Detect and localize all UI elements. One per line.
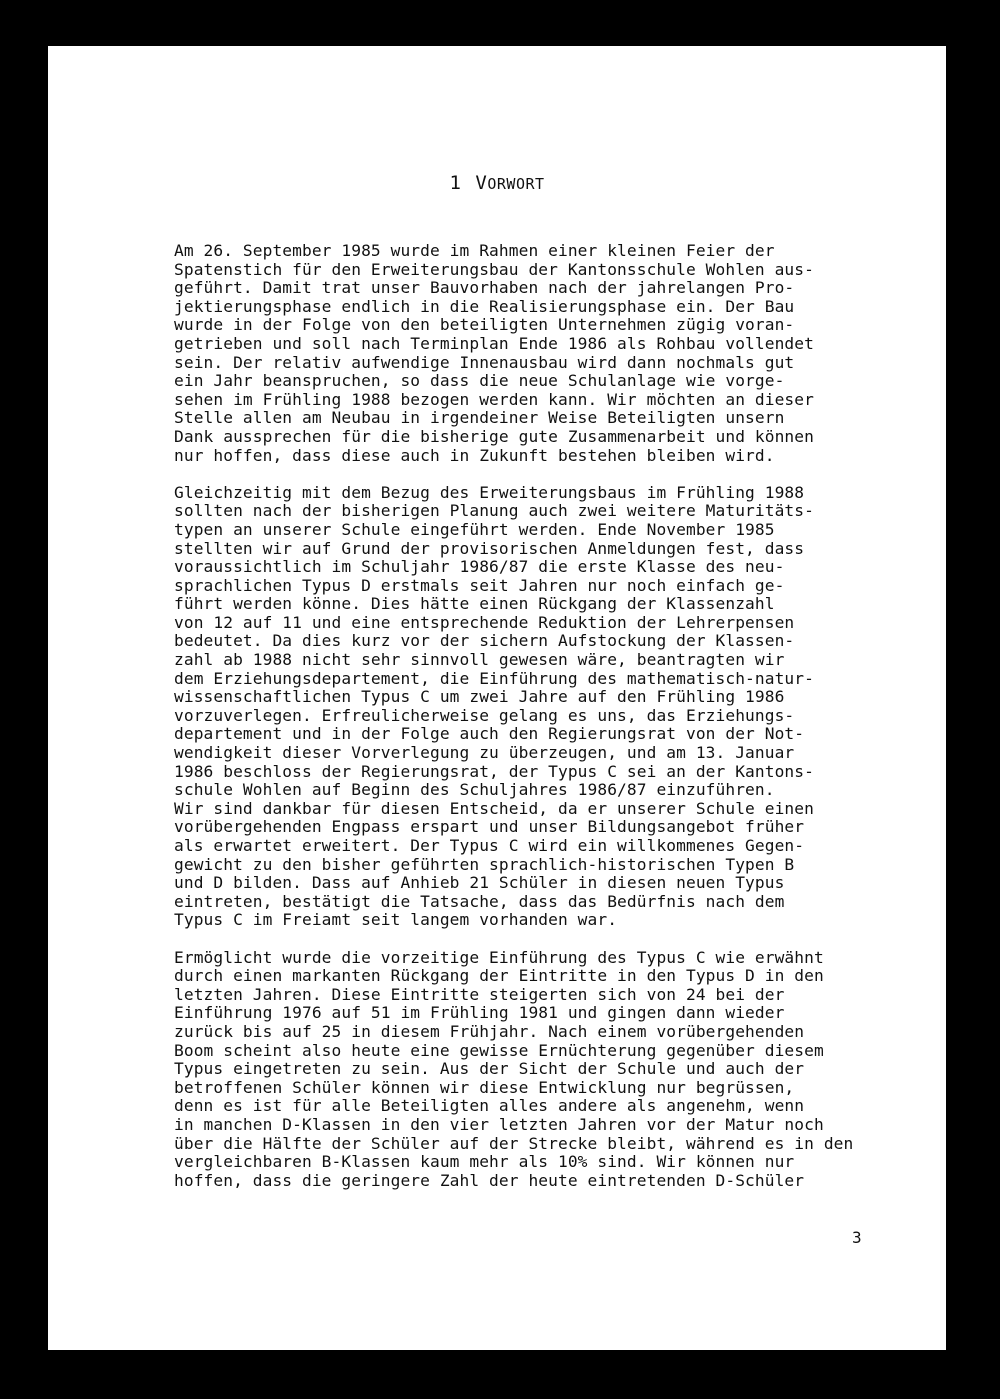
text-line: sprachlichen Typus D erstmals seit Jahren nur noch einfach ge- xyxy=(174,575,785,595)
paragraph xyxy=(174,484,934,930)
text-line: geführt. Damit trat unser Bauvorhaben nach der jahrelangen Pro- xyxy=(174,278,795,298)
text-line: Typus C im Freiamt seit langem vorhanden war. xyxy=(174,910,618,930)
text-line: in manchen D-Klassen in den vier letzten Jahren vor der Matur noch xyxy=(174,1114,824,1134)
text-line: Ermöglicht wurde die vorzeitige Einführung des Typus C wie erwähnt xyxy=(174,947,824,967)
chapter-title-rest: ORWORT xyxy=(487,175,545,193)
text-line: sein. Der relativ aufwendige Innenausbau wird dann nochmals gut xyxy=(174,352,795,372)
text-line: denn es ist für alle Beteiligten alles andere als angenehm, wenn xyxy=(174,1096,805,1116)
text-line: gewicht zu den bisher geführten sprachlich-historischen Typen B xyxy=(174,854,795,874)
text-line: wurde in der Folge von den beteiligten Unternehmen zügig voran- xyxy=(174,315,795,335)
chapter-title-initial: V xyxy=(475,172,488,194)
text-line: nur hoffen, dass diese auch in Zukunft bestehen bleiben wird. xyxy=(174,445,775,465)
paragraph xyxy=(174,242,934,465)
text-line: typen an unserer Schule eingeführt werden. Ende November 1985 xyxy=(174,519,775,539)
text-line: sollten nach der bisherigen Planung auch zwei weitere Maturitäts- xyxy=(174,501,814,521)
text-line: sehen im Frühling 1988 bezogen werden kann. Wir möchten an dieser xyxy=(174,389,814,409)
text-line: betroffenen Schüler können wir diese Entwicklung nur begrüssen, xyxy=(174,1077,795,1097)
text-line: führt werden könne. Dies hätte einen Rückgang der Klassenzahl xyxy=(174,594,775,614)
text-line: jektierungsphase endlich in die Realisierungsphase ein. Der Bau xyxy=(174,296,795,316)
text-line: Boom scheint also heute eine gewisse Ernüchterung gegenüber diesem xyxy=(174,1040,824,1060)
text-line: über die Hälfte der Schüler auf der Strecke bleibt, während es in den xyxy=(174,1133,854,1153)
chapter-heading xyxy=(48,172,946,194)
text-line: zahl ab 1988 nicht sehr sinnvoll gewesen wäre, beantragten wir xyxy=(174,650,785,670)
chapter-number: 1 xyxy=(449,172,462,194)
text-line: von 12 auf 11 und eine entsprechende Reduktion der Lehrerpensen xyxy=(174,612,795,632)
text-line: vorzuverlegen. Erfreulicherweise gelang es uns, das Erziehungs- xyxy=(174,705,795,725)
text-line: Dank aussprechen für die bisherige gute Zusammenarbeit und können xyxy=(174,426,814,446)
text-line: und D bilden. Dass auf Anhieb 21 Schüler in diesen neuen Typus xyxy=(174,873,785,893)
text-line: wissenschaftlichen Typus C um zwei Jahre auf den Frühling 1986 xyxy=(174,687,785,707)
text-line: dem Erziehungsdepartement, die Einführung des mathematisch-natur- xyxy=(174,668,814,688)
text-line: stellten wir auf Grund der provisorischen Anmeldungen fest, dass xyxy=(174,538,805,558)
text-line: als erwartet erweitert. Der Typus C wird ein willkommenes Gegen- xyxy=(174,836,805,855)
text-line: Gleichzeitig mit dem Bezug des Erweiterungsbaus im Frühling 1988 xyxy=(174,482,805,502)
text-line: eintreten, bestätigt die Tatsache, dass das Bedürfnis nach dem xyxy=(174,891,785,911)
text-line: bedeutet. Da dies kurz vor der sichern Aufstockung der Klassen- xyxy=(174,631,795,651)
text-line: Typus eingetreten zu sein. Aus der Sicht der Schule und auch der xyxy=(174,1059,805,1079)
text-line: wendigkeit dieser Vorverlegung zu überzeugen, und am 13. Januar xyxy=(174,743,795,763)
text-line: getrieben und soll nach Terminplan Ende 1986 als Rohbau vollendet xyxy=(174,333,814,353)
text-line: durch einen markanten Rückgang der Eintritte in den Typus D in den xyxy=(174,966,824,986)
text-line: Stelle allen am Neubau in irgendeiner Weise Beteiligten unsern xyxy=(174,408,785,428)
text-line: schule Wohlen auf Beginn des Schuljahres 1986/87 einzuführen. xyxy=(174,780,775,800)
page-number: 3 xyxy=(852,1228,862,1247)
paragraph xyxy=(174,949,934,1191)
text-line: voraussichtlich im Schuljahr 1986/87 die erste Klasse des neu- xyxy=(174,557,785,577)
text-line: Spatenstich für den Erweiterungsbau der Kantonsschule Wohlen aus- xyxy=(174,259,814,279)
text-line: hoffen, dass die geringere Zahl der heute eintretenden D-Schüler xyxy=(174,1170,805,1190)
text-line: vorübergehenden Engpass erspart und unser Bildungsangebot früher xyxy=(174,817,805,837)
text-line: Einführung 1976 auf 51 im Frühling 1981 und gingen dann wieder xyxy=(174,1003,785,1023)
text-line: vergleichbaren B-Klassen kaum mehr als 10% sind. Wir können nur xyxy=(174,1152,795,1172)
body-text xyxy=(174,242,934,1190)
text-line: Am 26. September 1985 wurde im Rahmen einer kleinen Feier der xyxy=(174,241,775,260)
document-page xyxy=(48,46,946,1350)
text-line: zurück bis auf 25 in diesem Frühjahr. Nach einem vorübergehenden xyxy=(174,1021,805,1041)
text-line: 1986 beschloss der Regierungsrat, der Typus C sei an der Kantons- xyxy=(174,761,814,781)
text-line: letzten Jahren. Diese Eintritte steigerten sich von 24 bei der xyxy=(174,984,785,1004)
text-line: departement und in der Folge auch den Regierungsrat von der Not- xyxy=(174,724,805,744)
text-line: ein Jahr beanspruchen, so dass die neue Schulanlage wie vorge- xyxy=(174,371,785,391)
text-line: Wir sind dankbar für diesen Entscheid, da er unserer Schule einen xyxy=(174,798,814,818)
